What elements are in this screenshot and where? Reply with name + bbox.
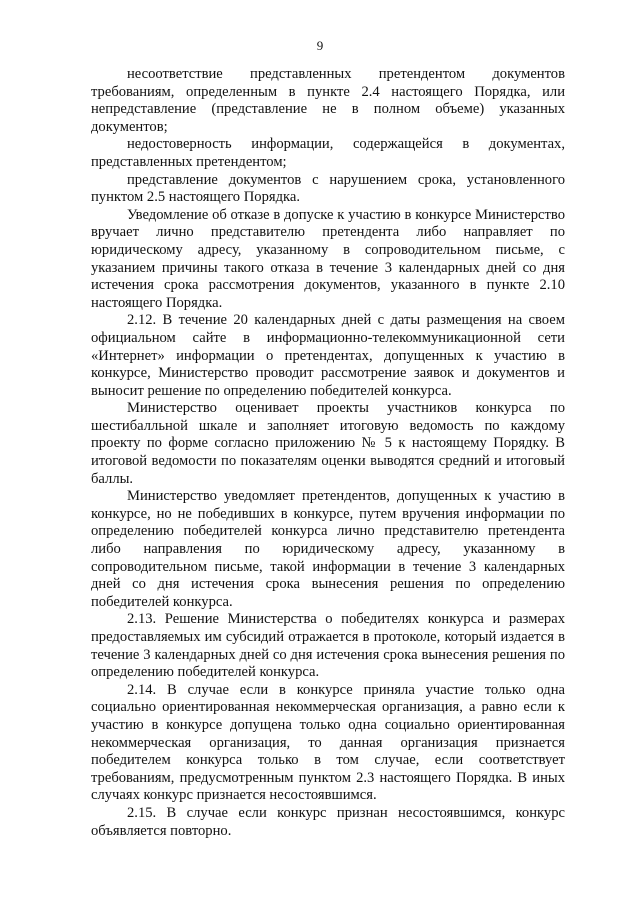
paragraph-2-14: 2.14. В случае если в конкурсе приняла участие только одна социально ориентированная некоммерческая организация, а равно если к участию в конкурсе допущена только одна социально ориентированная некоммерческая организация, то данная организация признается победителем конкурса только в том случае, если соответствует требованиям, предусмотренным пунктом 2.3 настоящего Порядка. В иных случаях конкурс признается несостоявшимся.: [91, 681, 565, 804]
paragraph-evaluation: Министерство оценивает проекты участников конкурса по шестибалльной шкале и заполняет итоговую ведомость по каждому проекту по форме согласно приложению № 5 к настоящему Порядку. В итоговой ведомости по показателям оценки выводятся средний и итоговый баллы.: [91, 400, 565, 487]
paragraph-unreliable-info: недостоверность информации, содержащейся в документах, представленных претендентом;: [91, 136, 565, 170]
paragraph-late-submission: представление документов с нарушением срока, установленного пунктом 2.5 настоящего Порядка.: [91, 171, 565, 206]
paragraph-2-12: 2.12. В течение 20 календарных дней с даты размещения на своем официальном сайте в информационно-телекоммуникационной сети «Интернет» информации о претендентах, допущенных к участию в конкурсе, Министерство проводит рассмотрение заявок и документов и выносит решение по определению победителей конкурса.: [91, 312, 565, 399]
paragraph-notification: Министерство уведомляет претендентов, допущенных к участию в конкурсе, но не победивших в конкурсе, путем вручения информации по определению победителей конкурса лично представителю претендента либо направления по юридическому адресу, указанному в сопроводительном письме, такой информации в течение 3 календарных дней со дня истечения срока вынесения решения по определению победителей конкурса.: [91, 488, 565, 610]
paragraph-2-15: 2.15. В случае если конкурс признан несостоявшимся, конкурс объявляется повторно.: [91, 804, 565, 839]
document-body: [91, 66, 565, 840]
page-number: 9: [316, 38, 324, 53]
paragraph-refusal-notice: Уведомление об отказе в допуске к участию в конкурсе Министерство вручает лично представителю претендента либо направляет по юридическому адресу, указанному в сопроводительном письме, с указанием причины такого отказа в течение 3 календарных дней со дня истечения срока рассмотрения документов, указанного в пункте 2.10 настоящего Порядка.: [91, 206, 565, 311]
paragraph-2-13: 2.13. Решение Министерства о победителях конкурса и размерах предоставляемых им субсидий отражается в протоколе, который издается в течение 3 календарных дней со дня истечения срока вынесения решения по определению победителей конкурса.: [91, 611, 565, 681]
paragraph-noncompliance: несоответствие представленных претендентом документов требованиям, определенным в пункте 2.4 настоящего Порядка, или непредставление (представление не в полном объеме) указанных документов;: [91, 66, 565, 135]
